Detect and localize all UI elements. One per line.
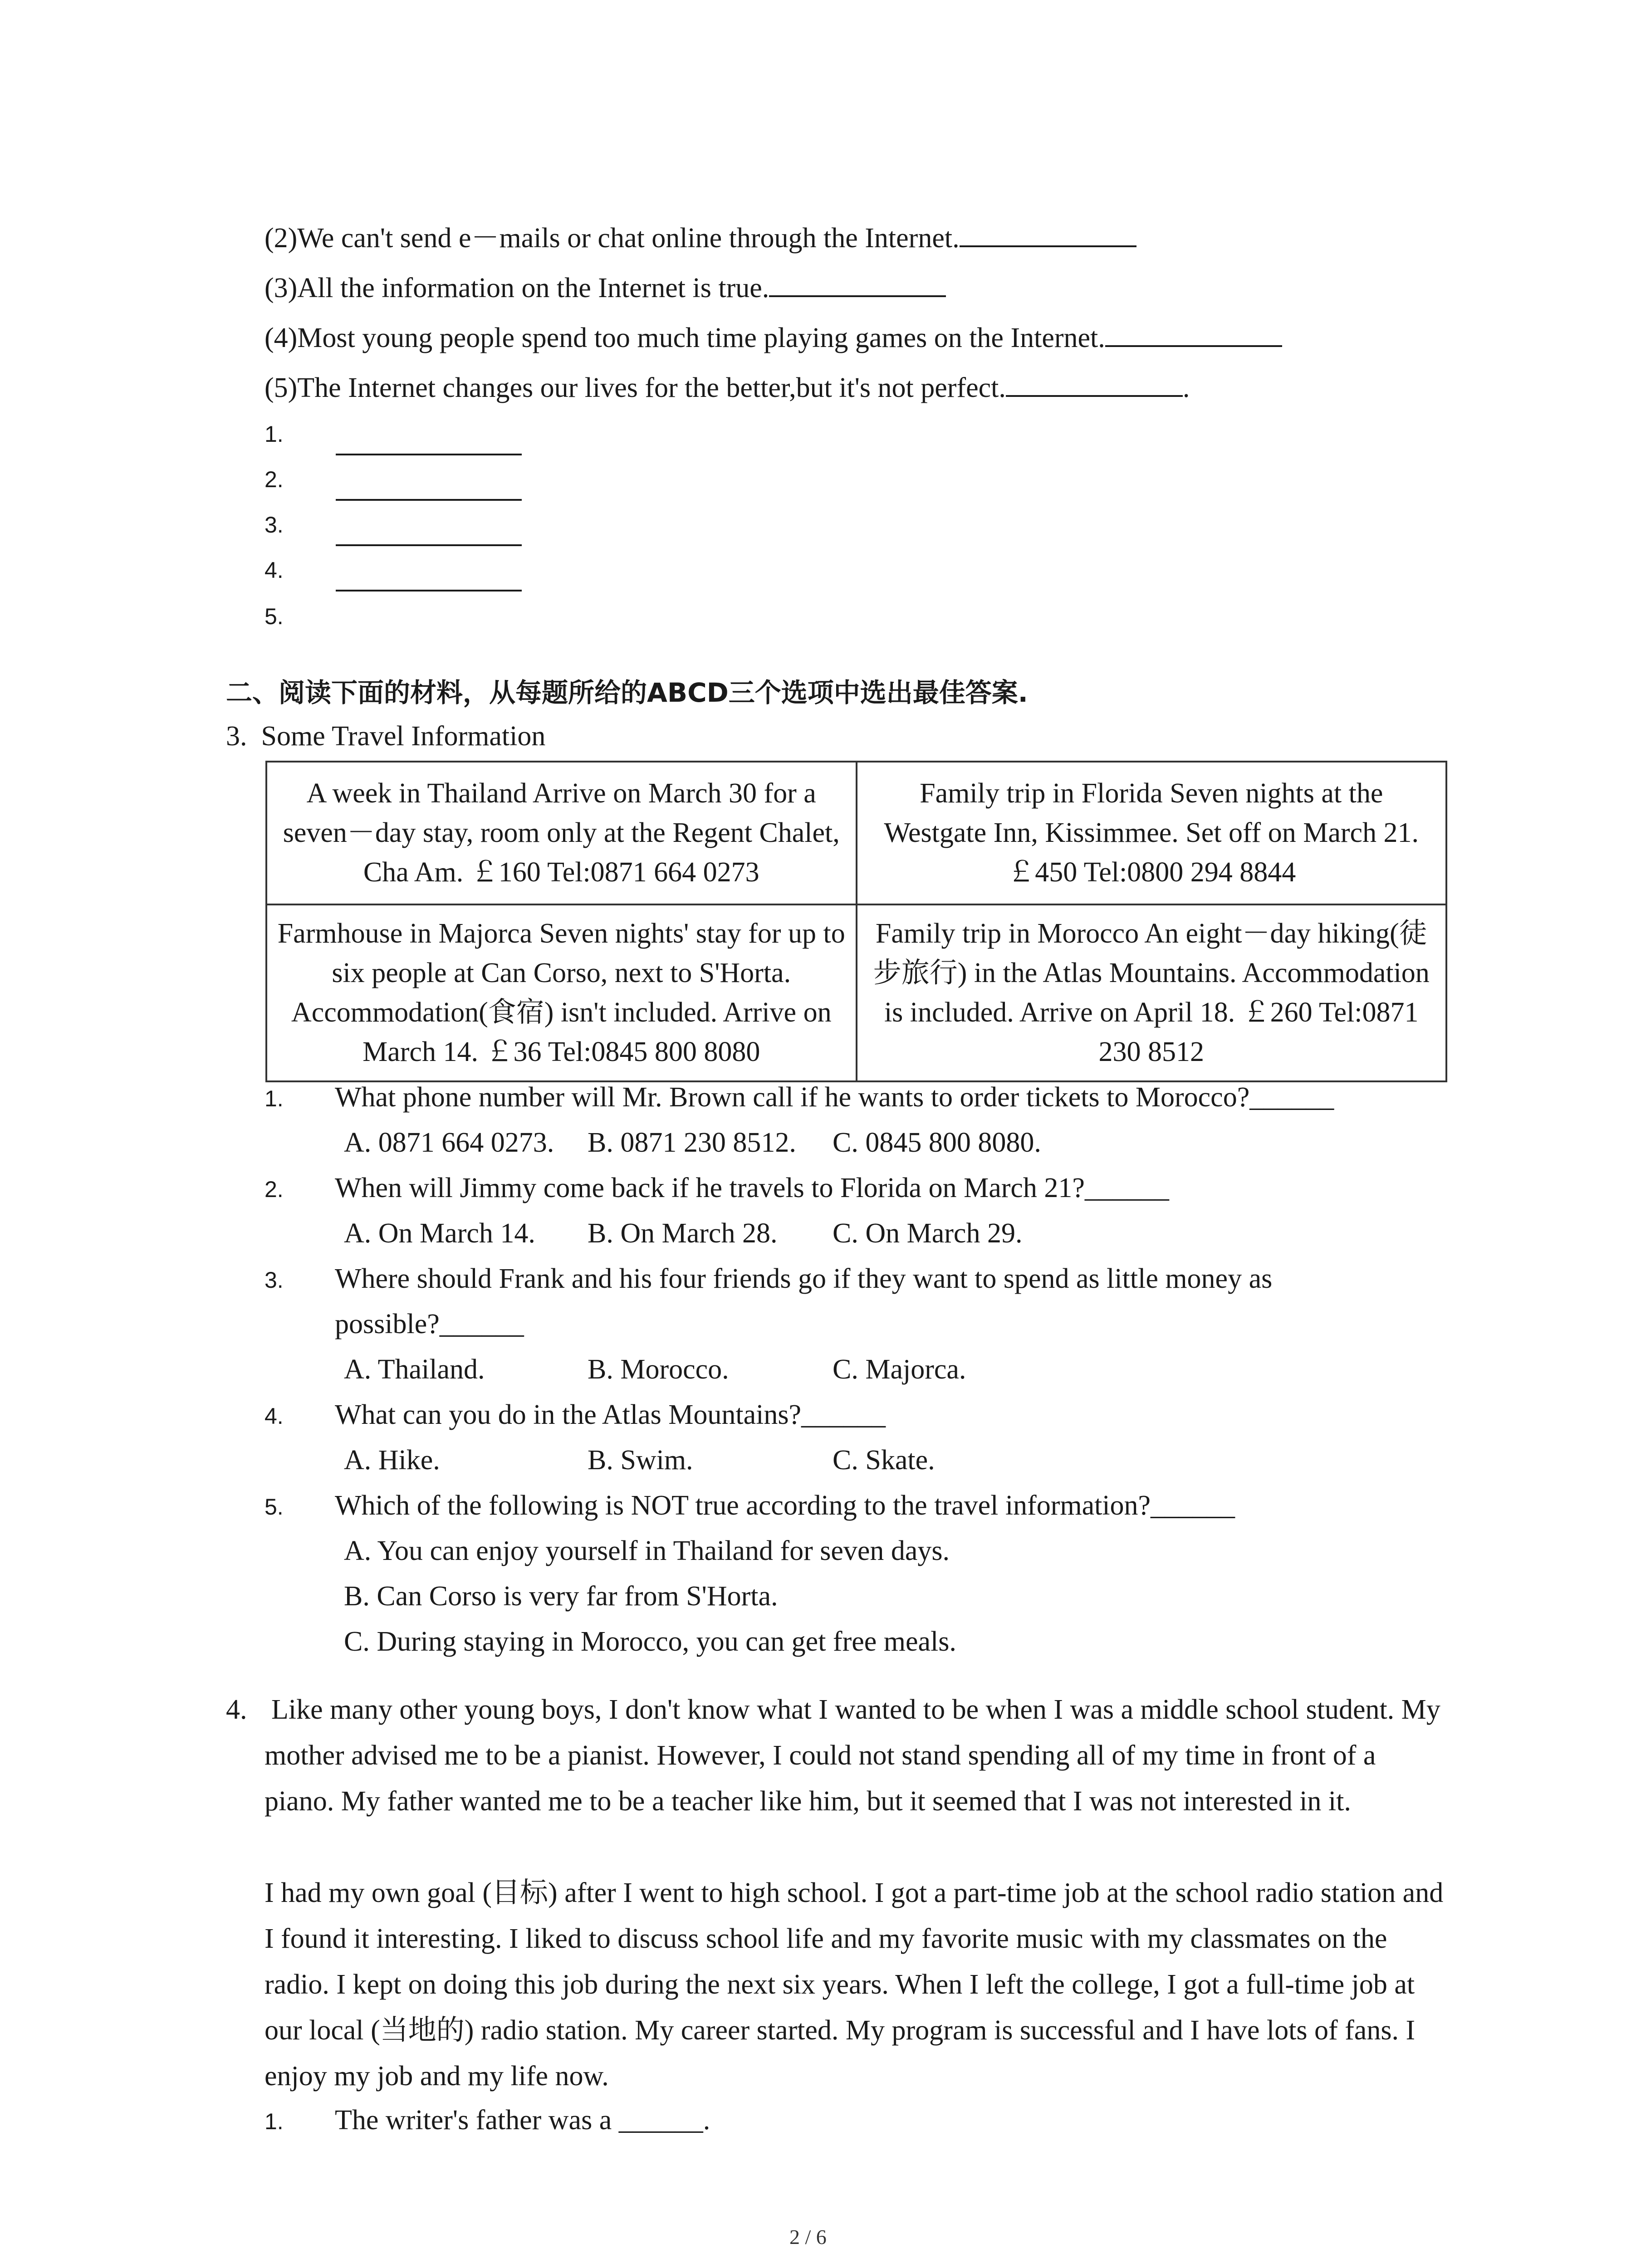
answer-number-4: 4. <box>265 557 284 583</box>
table-cell-morocco: Family trip in Morocco An eight－day hiking(徒步旅行) in the Atlas Mountains. Accommodation is included. Arrive on April 18. ￡260 Tel:0871 230 8512 <box>857 904 1447 1081</box>
answer-number-1: 1. <box>265 421 284 447</box>
option-5c[interactable]: C. During staying in Morocco, you can get free meals. <box>344 1626 956 1657</box>
travel-info-table <box>265 761 1447 1082</box>
answer-blank[interactable] <box>769 292 946 297</box>
statement-4 <box>265 324 1282 352</box>
option-4b[interactable]: B. Swim. <box>588 1445 693 1476</box>
option-3c[interactable]: C. Majorca. <box>833 1354 966 1385</box>
subquestion-number-1: 1. <box>265 1086 284 1111</box>
question-4-number: 4. <box>226 1694 247 1725</box>
statement-5-period: . <box>1182 372 1190 403</box>
table-cell-majorca: Farmhouse in Majorca Seven nights' stay for up to six people at Can Corso, next to S'Horta. Accommodation(食宿) isn't included. Arrive on March 14. ￡36 Tel:0845 800 8080 <box>266 904 857 1081</box>
subquestion-number-4: 4. <box>265 1403 284 1429</box>
answer-number-2: 2. <box>265 467 284 492</box>
statement-2-text: (2)We can't send e－mails or chat online through the Internet. <box>265 223 960 254</box>
subquestion-text-4: What can you do in the Atlas Mountains?______ <box>335 1399 886 1430</box>
subquestion-number-3: 3. <box>265 1267 284 1293</box>
option-2c[interactable]: C. On March 29. <box>833 1218 1023 1249</box>
statement-3-text: (3)All the information on the Internet is true. <box>265 273 769 303</box>
section-heading: 二、阅读下面的材料，从每题所给的ABCD三个选项中选出最佳答案. <box>226 677 1028 708</box>
statement-3 <box>265 274 946 302</box>
question-3-title-text: Some Travel Information <box>261 721 546 752</box>
option-4a[interactable]: A. Hike. <box>344 1445 440 1476</box>
answer-blank[interactable] <box>960 242 1136 247</box>
page-number: 2 / 6 <box>789 2225 827 2248</box>
subquestion-text-3-cont: possible?______ <box>335 1309 524 1339</box>
option-3b[interactable]: B. Morocco. <box>588 1354 729 1385</box>
subquestion-text-3: Where should Frank and his four friends go if they want to spend as little money as <box>335 1263 1273 1294</box>
option-2a[interactable]: A. On March 14. <box>344 1218 535 1249</box>
question-3-title <box>226 722 545 750</box>
subquestion-text-2: When will Jimmy come back if he travels to Florida on March 21?______ <box>335 1173 1169 1203</box>
passage-question-number-1: 1. <box>265 2109 284 2134</box>
table-row <box>266 904 1446 1081</box>
subquestion-text-5: Which of the following is NOT true according to the travel information?______ <box>335 1490 1235 1521</box>
option-1b[interactable]: B. 0871 230 8512. <box>588 1127 796 1158</box>
subquestion-number-2: 2. <box>265 1177 284 1202</box>
option-2b[interactable]: B. On March 28. <box>588 1218 778 1249</box>
option-5a[interactable]: A. You can enjoy yourself in Thailand for seven days. <box>344 1535 950 1566</box>
option-5b[interactable]: B. Can Corso is very far from S'Horta. <box>344 1581 778 1612</box>
question-3-number: 3. <box>226 721 247 752</box>
answer-number-3: 3. <box>265 512 284 538</box>
statement-4-text: (4)Most young people spend too much time playing games on the Internet. <box>265 323 1105 353</box>
answer-line-2[interactable] <box>336 499 522 501</box>
answer-blank[interactable] <box>1006 391 1183 397</box>
option-4c[interactable]: C. Skate. <box>833 1445 935 1476</box>
answer-blank[interactable] <box>1105 342 1282 347</box>
answer-line-1[interactable] <box>336 454 522 455</box>
answer-line-4[interactable] <box>336 590 522 591</box>
option-1c[interactable]: C. 0845 800 8080. <box>833 1127 1041 1158</box>
passage-paragraph-1: Like many other young boys, I don't know what I wanted to be when I was a middle school student. My mother advised me to be a pianist. However, I could not stand spending all of my time in front of a piano. My father wanted me to be a teacher like him, but it seemed that I was not interested in it. <box>265 1694 1440 1817</box>
table-cell-florida: Family trip in Florida Seven nights at the Westgate Inn, Kissimmee. Set off on March 21. ￡450 Tel:0800 294 8844 <box>857 762 1447 904</box>
option-3a[interactable]: A. Thailand. <box>344 1354 485 1385</box>
answer-number-5: 5. <box>265 604 284 629</box>
subquestion-text-1: What phone number will Mr. Brown call if he wants to order tickets to Morocco?______ <box>335 1082 1334 1113</box>
subquestion-number-5: 5. <box>265 1494 284 1520</box>
table-row <box>266 762 1446 904</box>
passage-question-text-1: The writer's father was a ______. <box>335 2105 710 2136</box>
passage-paragraph-2: I had my own goal (目标) after I went to high school. I got a part-time job at the school radio station and I found it interesting. I liked to discuss school life and my favorite music with my classmates on the radio. I kept on doing this job during the next six years. When I left the college, I got a full-time job at our local (当地的) radio station. My career started. My program is successful and I have lots of fans. I enjoy my job and my life now. <box>265 1877 1444 2092</box>
statement-5-text: (5)The Internet changes our lives for the better,but it's not perfect. <box>265 372 1006 403</box>
option-1a[interactable]: A. 0871 664 0273. <box>344 1127 554 1158</box>
statement-5 <box>265 374 1190 402</box>
answer-line-3[interactable] <box>336 544 522 546</box>
table-cell-thailand: A week in Thailand Arrive on March 30 for a seven－day stay, room only at the Regent Chalet, Cha Am. ￡160 Tel:0871 664 0273 <box>266 762 857 904</box>
statement-2 <box>265 224 1136 252</box>
